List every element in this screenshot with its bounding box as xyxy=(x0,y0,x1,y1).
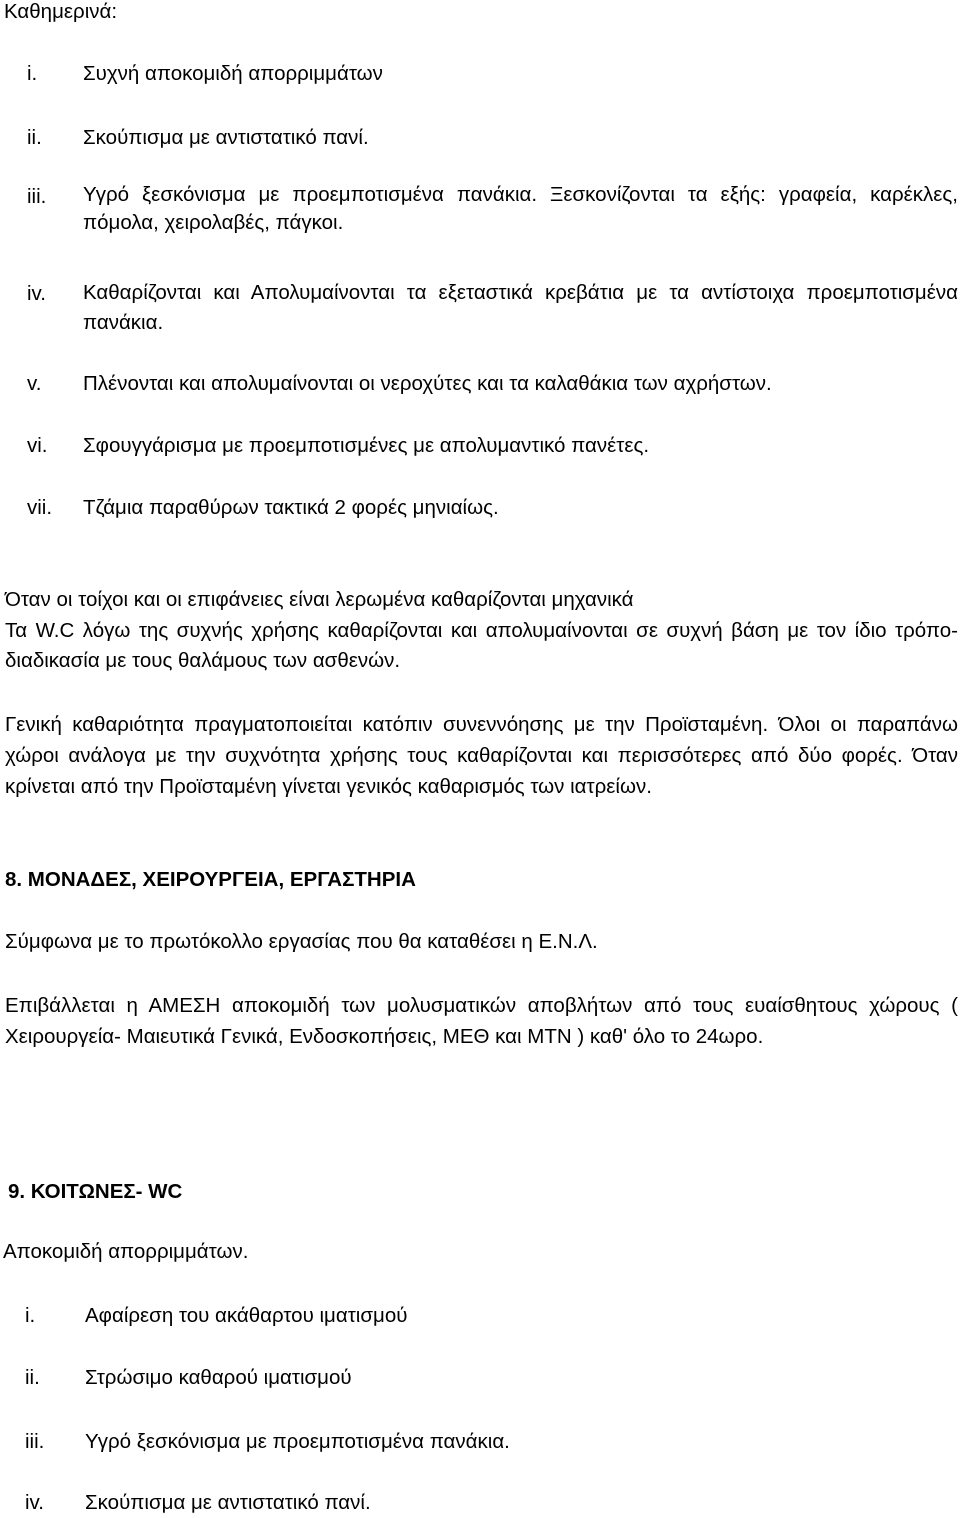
list-item: Σκούπισμα με αντιστατικό πανί. xyxy=(83,126,369,149)
list-number: ii. xyxy=(25,1366,40,1389)
list-item: Καθαρίζονται και Απολυμαίνονται τα εξεταστικά κρεβάτια με τα αντίστοιχα προεμποτισμένα πανάκια. xyxy=(83,281,958,334)
list-number: iii. xyxy=(25,1430,45,1453)
list-number: iv. xyxy=(27,282,46,305)
section-8-body: Επιβάλλεται η ΑΜΕΣΗ αποκομιδή των μολυσματικών αποβλήτων από τους ευαίσθητους χώρους ( Χειρουργεία- Μαιευτικά Γενικά, Ενδοσκοπήσεις, ΜΕΘ και ΜΤΝ ) καθ' όλο το 24ωρο. xyxy=(5,994,958,1048)
list-number: i. xyxy=(25,1304,36,1327)
list-number: v. xyxy=(27,372,42,395)
list-number: vi. xyxy=(27,434,48,457)
intro-label: Καθημερινά: xyxy=(4,0,118,23)
list-item: Υγρό ξεσκόνισμα με προεμποτισμένα πανάκια. Ξεσκονίζονται τα εξής: γραφεία, καρέκλες, πόμολα, χειρολαβές, πάγκοι. xyxy=(83,183,958,234)
section-8-title: 8. ΜΟΝΑΔΕΣ, ΧΕΙΡΟΥΡΓΕΙΑ, ΕΡΓΑΣΤΗΡΙΑ xyxy=(5,868,416,891)
list-number: i. xyxy=(27,62,38,85)
list-number: iii. xyxy=(27,185,47,208)
list-number: vii. xyxy=(27,496,53,519)
list-item: Σκούπισμα με αντιστατικό πανί. xyxy=(85,1491,371,1514)
list-item: Πλένονται και απολυμαίνονται οι νεροχύτες και τα καλαθάκια των αχρήστων. xyxy=(83,372,772,395)
list-item: Στρώσιμο καθαρού ιματισμού xyxy=(85,1366,352,1389)
list-item: Υγρό ξεσκόνισμα με προεμποτισμένα πανάκια. xyxy=(85,1430,510,1453)
list-item: Συχνή αποκομιδή απορριμμάτων xyxy=(83,62,383,85)
section-9-subtitle: Αποκομιδή απορριμμάτων. xyxy=(3,1240,249,1263)
list-item: Τζάμια παραθύρων τακτικά 2 φορές μηνιαίως. xyxy=(83,496,499,519)
list-item: Σφουγγάρισμα με προεμποτισμένες με απολυμαντικό πανέτες. xyxy=(83,434,650,457)
section-9-title: 9. ΚΟΙΤΩΝΕΣ- WC xyxy=(8,1180,183,1203)
list-item: Αφαίρεση του ακάθαρτου ιματισμού xyxy=(85,1304,408,1327)
paragraph-general: Γενική καθαριότητα πραγματοποιείται κατόπιν συνεννόησης με την Προϊσταμένη. Όλοι οι παραπάνω χώροι ανάλογα με την συχνότητα χρήσης τους καθαρίζονται και περισσότερες από δύο φορές. Όταν κρίνεται από την Προϊσταμένη γίνεται γενικός καθαρισμός των ιατρείων. xyxy=(5,713,958,798)
list-number: ii. xyxy=(27,126,42,149)
section-8-protocol: Σύμφωνα με το πρωτόκολλο εργασίας που θα καταθέσει η Ε.Ν.Λ. xyxy=(5,930,598,953)
paragraph-wc: Τα W.C λόγω της συχνής χρήσης καθαρίζονται και απολυμαίνονται σε συχνή βάση με τον ίδιο τρόπο-διαδικασία με τους θαλάμους των ασθενών. xyxy=(5,619,958,672)
list-number: iv. xyxy=(25,1491,44,1514)
paragraph-walls: Όταν οι τοίχοι και οι επιφάνειες είναι λερωμένα καθαρίζονται μηχανικά xyxy=(5,588,634,611)
